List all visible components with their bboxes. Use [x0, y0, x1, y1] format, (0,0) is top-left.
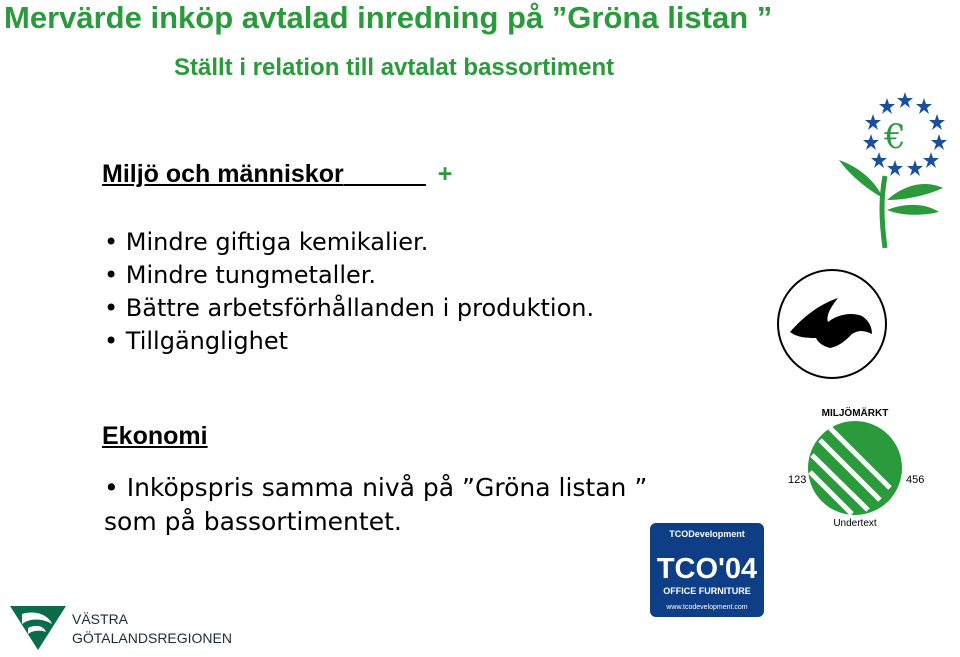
section-heading-economy: Ekonomi	[102, 422, 208, 450]
swan-top-label: MILJÖMÄRKT	[821, 408, 889, 419]
list-item: • Mindre tungmetaller.	[104, 261, 377, 289]
section-heading-environment	[102, 160, 452, 189]
tco-brand: TCODevelopment	[669, 529, 745, 539]
list-item: som på bassortimentet.	[104, 507, 402, 536]
swan-left-number: 123	[788, 474, 807, 486]
swallow-logo-icon	[776, 268, 888, 380]
list-item: • Bättre arbetsförhållanden i produktion.	[104, 294, 595, 322]
environment-bullet-list	[104, 226, 594, 358]
list-item: • Inköpspris samma nivå på ”Gröna listan ”	[104, 473, 648, 502]
page-subtitle: Ställt i relation till avtalat bassortiment	[174, 54, 615, 81]
environment-heading-text: Miljö och människor	[102, 160, 344, 188]
plus-marker: +	[437, 160, 453, 188]
svg-text:€: €	[884, 117, 906, 157]
page-title: Mervärde inköp avtalad inredning på ”Gröna listan ”	[4, 0, 773, 35]
list-item: • Tillgänglighet	[104, 327, 289, 355]
tco-certification-logo-icon	[650, 523, 764, 617]
heading-underline	[344, 160, 426, 186]
nordic-swan-logo-icon	[780, 400, 930, 532]
swan-right-number: 456	[906, 474, 925, 486]
vgr-line2: GÖTALANDSREGIONEN	[72, 630, 232, 646]
tco-line: OFFICE FURNITURE	[663, 586, 751, 596]
vgr-line1: VÄSTRA	[72, 611, 129, 627]
economy-text	[104, 471, 647, 539]
swan-bottom-label: Undertext	[833, 518, 877, 529]
list-item: • Mindre giftiga kemikalier.	[104, 228, 429, 256]
tco-url: www.tcodevelopment.com	[666, 604, 748, 611]
tco-big: TCO'04	[656, 553, 758, 585]
vgr-logo-icon	[8, 604, 268, 654]
eu-ecolabel-flower-icon	[835, 88, 950, 253]
